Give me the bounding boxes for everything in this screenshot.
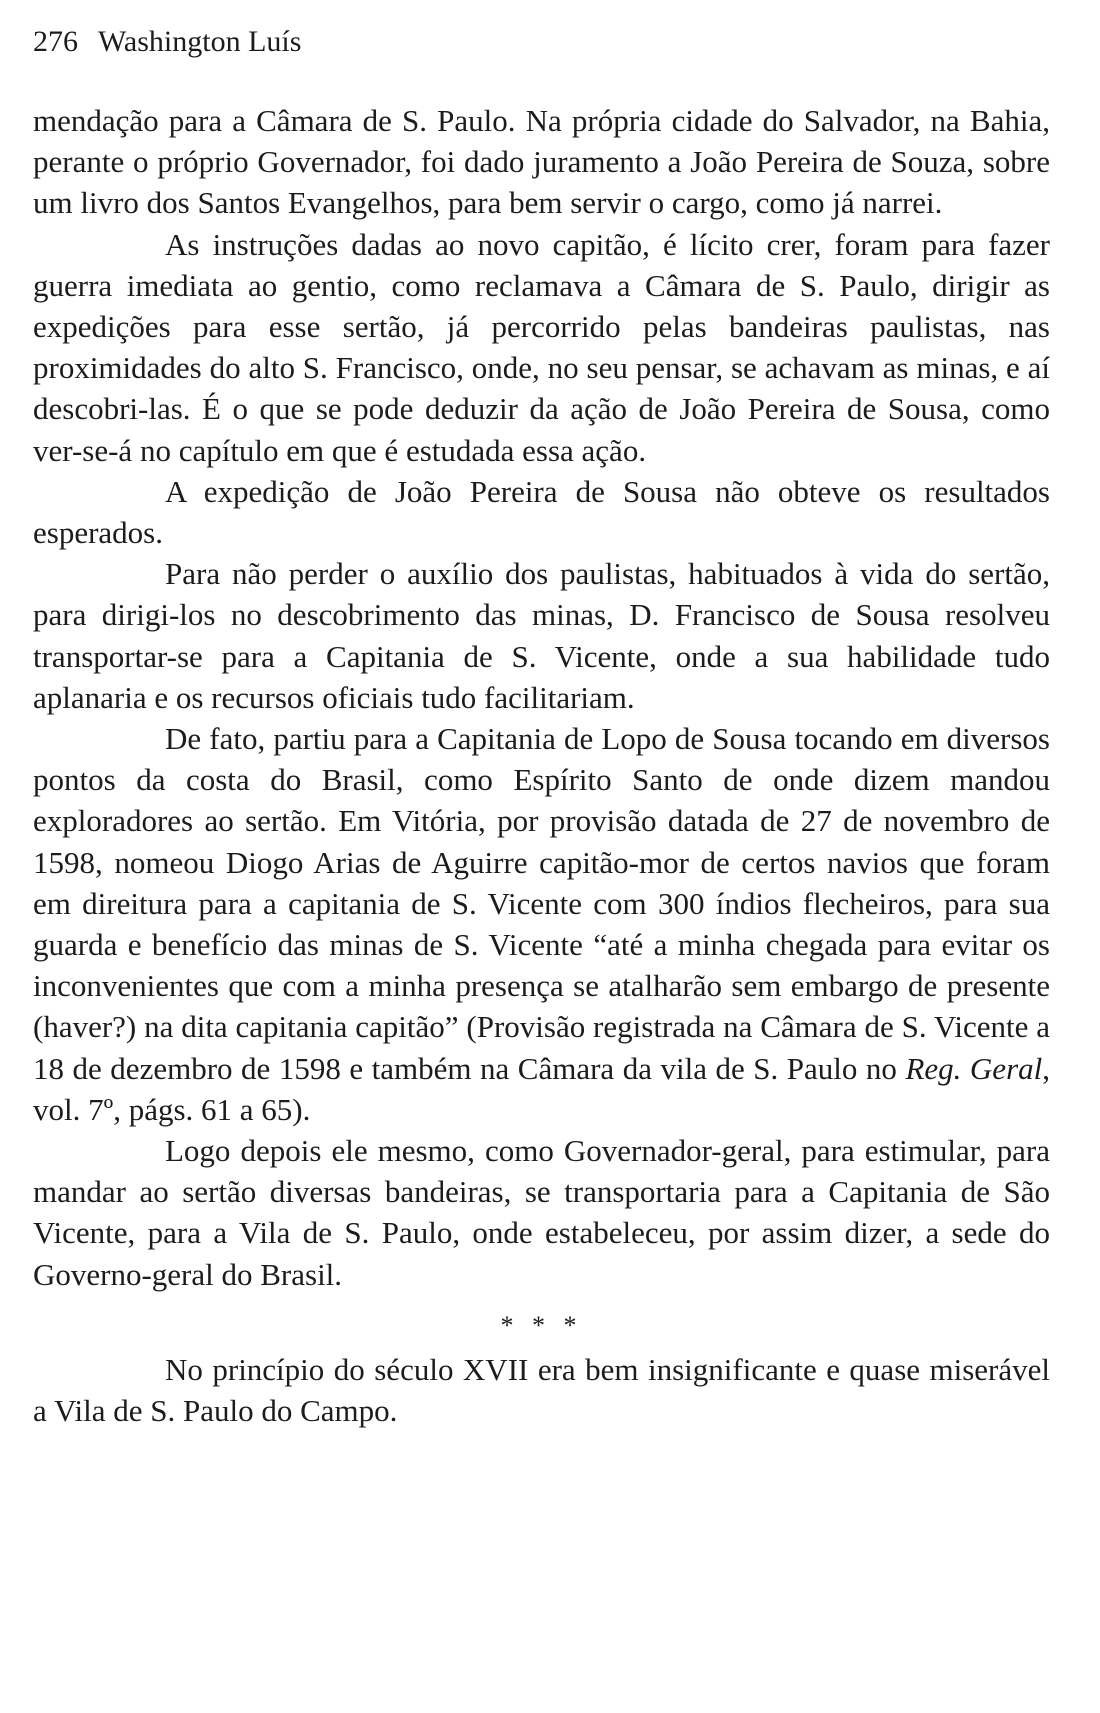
italic-source-title: Reg. Geral	[905, 1050, 1043, 1086]
paragraph-1: mendação para a Câmara de S. Paulo. Na própria cidade do Salvador, na Bahia, perante o próprio Governador, foi dado juramento a João Pereira de Souza, sobre um livro dos Santos Evangelhos, para bem servir o cargo, como já narrei.	[33, 103, 1050, 221]
paragraph-7: No princípio do século XVII era bem insignificante e quase miserável a Vila de S. Paulo do Campo.	[33, 1351, 1050, 1429]
page-number: 276	[33, 25, 78, 58]
paragraph-5-text: De fato, partiu para a Capitania de Lopo de Sousa tocando em diversos pontos da costa do Brasil, como Espírito Santo de onde dizem mandou exploradores ao sertão. Em Vitória, por provisão datada de 27 de novembro de 1598, nomeou Diogo Arias de Aguirre capitão-mor de certos navios que foram em direitura para a capitania de S. Vicente com 300 índios flecheiros, para sua guarda e benefício das minas de S. Vicente “até a minha chegada para evitar os inconvenientes que com a minha presença se atalharão sem embargo de presente (haver?) na dita capitania capitão” (Provisão registrada na Câmara de S. Vicente a 18 de dezembro de 1598 e também na Câmara da vila de S. Paulo no	[33, 721, 1050, 1086]
paragraph-2: As instruções dadas ao novo capitão, é lícito crer, foram para fazer guerra imediata ao gentio, como reclamava a Câmara de S. Paulo, dirigir as expedições para esse sertão, já percorrido pelas bandeiras paulistas, nas proximidades do alto S. Francisco, onde, no seu pensar, se achavam as minas, e aí descobri-las. É o que se pode deduzir da ação de João Pereira de Sousa, como ver-se-á no capítulo em que é estudada essa ação.	[33, 226, 1050, 468]
body-text	[33, 100, 1050, 1431]
paragraph-4: Para não perder o auxílio dos paulistas, habituados à vida do sertão, para dirigi-los no descobrimento das minas, D. Francisco de Sousa resolveu transportar-se para a Capitania de S. Vicente, onde a sua habilidade tudo aplanaria e os recursos oficiais tudo facilitariam.	[33, 556, 1050, 715]
running-title: Washington Luís	[98, 25, 302, 58]
running-head	[33, 22, 301, 62]
paragraph-5-citation: , vol. 7º, págs. 61 a 65).	[33, 1050, 1050, 1127]
paragraph-6: Logo depois ele mesmo, como Governador-geral, para estimular, para mandar ao sertão diversas bandeiras, se transportaria para a Capitania de São Vicente, para a Vila de S. Paulo, onde estabeleceu, por assim dizer, a sede do Governo-geral do Brasil.	[33, 1133, 1050, 1292]
section-break: * * *	[500, 1310, 583, 1340]
paragraph-5	[33, 718, 1050, 1130]
paragraph-3: A expedição de João Pereira de Sousa não obteve os resultados esperados.	[33, 473, 1050, 551]
